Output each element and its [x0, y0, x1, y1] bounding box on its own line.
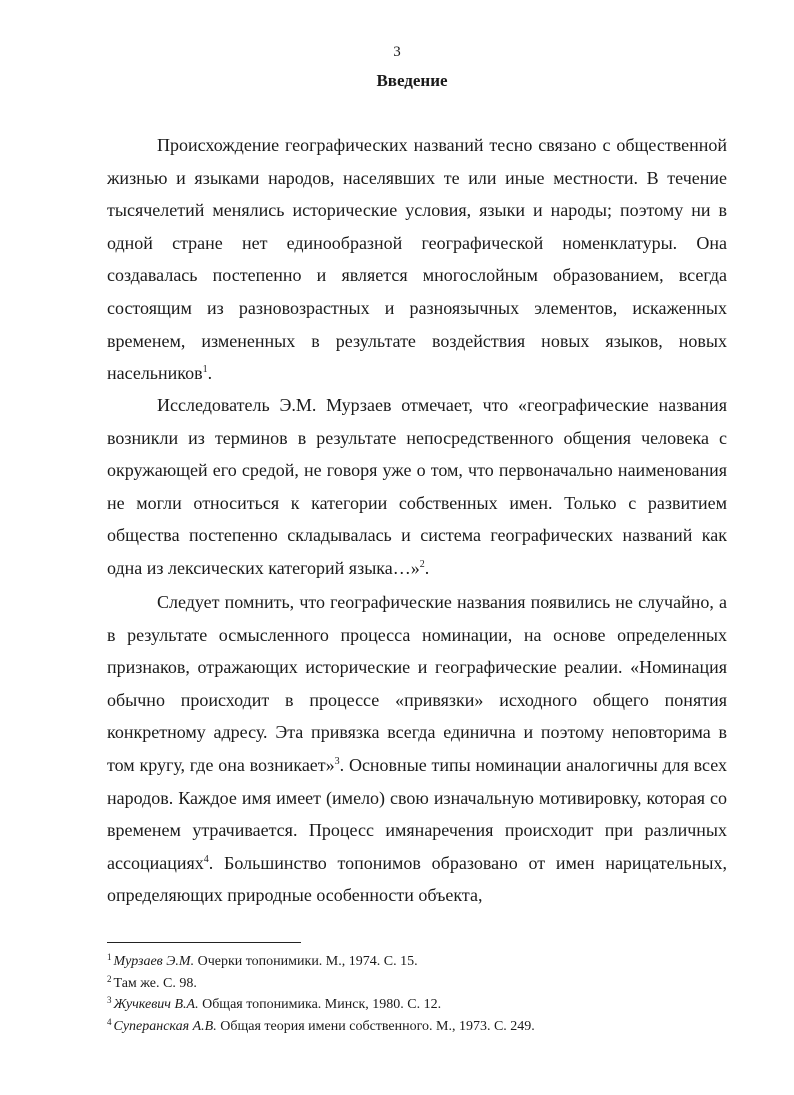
footnote-ref-2: 2 — [419, 558, 425, 570]
paragraph-3-text-b: . Основные типы номинации аналогичны для всех народов. Каждое имя имеет (имело) свою изначальную мотивировку, которая со временем утрачивается. Процесс имянаречения происходит при различных ассоциациях — [107, 754, 728, 873]
paragraph-2 — [107, 389, 727, 585]
page-title: Введение — [376, 71, 448, 90]
paragraph-3-text-a: Следует помнить, что географические названия появились не случайно, а в результате осмысленного процесса номинации, на основе определенных признаков, отражающих исторические и географические реалии. «Номинация обычно происходит в процессе «привязки» исходного общего понятия конкретному адресу. Эта привязка всегда единична и поэтому неповторима в том кругу, где она возникает» — [107, 592, 727, 775]
footnote-text: Там же. С. 98. — [113, 975, 197, 991]
footnote-ref-1: 1 — [202, 364, 208, 376]
paragraph-1 — [107, 129, 727, 390]
footnote-number: 4 — [107, 1016, 112, 1027]
paragraph-1-tail: . — [207, 363, 213, 384]
page-number: 3 — [393, 44, 401, 60]
footnote-text: Очерки топонимики. М., 1974. С. 15. — [197, 954, 418, 969]
footnote-number: 2 — [107, 973, 112, 984]
footnote-author: Мурзаев Э.М. — [113, 954, 195, 969]
paragraph-1-text: Происхождение географических названий тесно связано с общественной жизнью и языками народов, населявших те или иные местности. В течение тысячелетий менялись исторические условия, языки и народы; поэтому ни в одной стране нет единообразной географической номенклатуры. Она создавалась постепенно и является многослойным образованием, всегда состоящим из разновозрастных и разноязычных элементов, искаженных временем, измененных в результате воздействия новых языков, новых насельников — [107, 135, 727, 384]
footnote-3 — [107, 992, 727, 1014]
paragraph-3 — [107, 586, 727, 912]
footnote-number: 3 — [107, 995, 112, 1005]
footnote-author: Суперанская А.В. — [113, 1018, 217, 1034]
footnote-1 — [107, 949, 727, 971]
footnote-number: 1 — [107, 952, 112, 962]
footnote-text: Общая топонимика. Минск, 1980. С. 12. — [202, 997, 442, 1012]
paragraph-3-text-c: . Большинство топонимов образовано от имен нарицательных, определяющих природные особенности объекта, — [107, 852, 727, 906]
footnote-author: Жучкевич В.А. — [113, 997, 199, 1012]
footnote-4 — [107, 1014, 727, 1036]
footnote-ref-4: 4 — [203, 853, 209, 865]
footnotes-list — [107, 949, 727, 1035]
footnote-ref-3: 3 — [334, 755, 340, 767]
footnote-text: Общая теория имени собственного. М., 1973. С. 249. — [220, 1018, 535, 1034]
paragraph-2-tail: . — [424, 557, 430, 578]
footnote-2 — [107, 971, 727, 993]
footnote-divider — [107, 942, 301, 943]
paragraph-2-text: Исследователь Э.М. Мурзаев отмечает, что «географические названия возникли из терминов в результате непосредственного общения человека с окружающей его средой, не говоря уже о том, что первоначально наименования не могли относиться к категории собственных имен. Только с развитием общества постепенно складывалась и система географических названий как одна из лексических категорий языка…» — [107, 395, 727, 578]
